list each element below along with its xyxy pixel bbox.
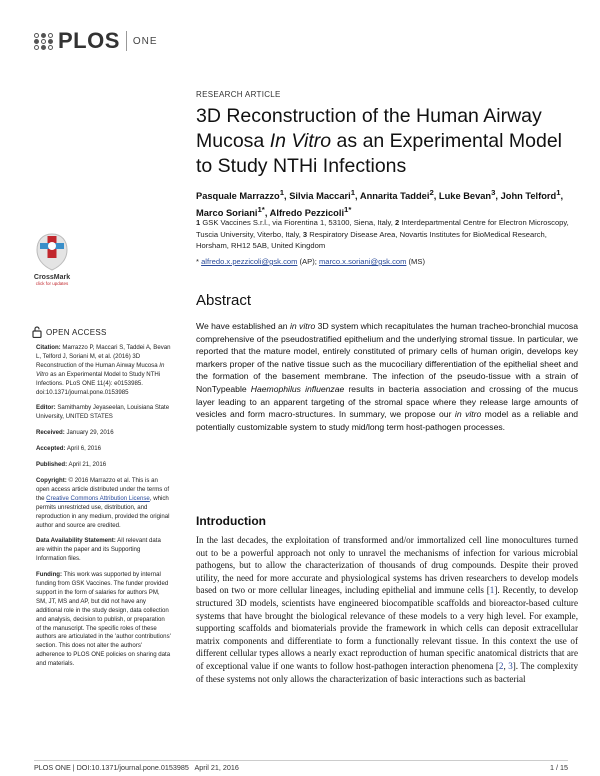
plos-one-logo (34, 26, 158, 56)
email-link-ap[interactable]: alfredo.x.pezzicoli@gsk.com (201, 257, 298, 266)
article-type: RESEARCH ARTICLE (196, 90, 281, 99)
abstract-italic: Haemophilus influenzae (250, 383, 345, 394)
correspondence-text: (MS) (406, 257, 425, 266)
data-availability-block (36, 537, 171, 564)
plos-dots-icon (34, 33, 54, 50)
abstract-italic: in vitro (289, 321, 316, 331)
intro-segment: ]. The complexity of these systems not only allows the characterization of basic interactions such as bacterial (196, 660, 578, 684)
title-part1: 3D Reconstruction of the Human Airway Mucosa (196, 105, 542, 152)
citation-block (36, 344, 171, 397)
author-name[interactable]: Pasquale Marrazzo (196, 191, 280, 202)
crossmark-icon (34, 232, 70, 272)
editor-label: Editor: (36, 404, 56, 412)
footer-divider (34, 760, 568, 761)
author-affiliation-sup: 1 (350, 188, 356, 197)
crossmark-badge[interactable] (30, 232, 74, 286)
received-block (36, 429, 171, 438)
logo-separator (126, 31, 127, 51)
open-access-label: OPEN ACCESS (46, 327, 107, 337)
author-affiliation-sup: 1 (279, 188, 285, 197)
copyright-label: Copyright: (36, 476, 67, 484)
affiliations (196, 217, 581, 252)
data-availability-text: All relevant data are within the paper and its Supporting Information files. (36, 537, 161, 563)
article-metadata-sidebar (36, 344, 171, 676)
affiliation-2: Interdepartmental Centre for Electron Microscopy, Tuscia University, Viterbo, Italy, (196, 218, 569, 239)
published-block (36, 461, 171, 470)
abstract-text (196, 320, 578, 433)
received-date: January 29, 2016 (64, 429, 114, 437)
logo-plos-text: PLOS (58, 28, 120, 53)
open-access-badge (32, 326, 107, 338)
open-lock-icon (32, 326, 42, 338)
abstract-segment: model as a reliable and potentially customizable system to study mid/long term host-pathogen processes. (196, 409, 579, 432)
author-name[interactable]: Silvia Maccari (289, 191, 351, 202)
title-part2: as an Experimental Model to Study NTHi Infections (196, 130, 563, 177)
license-link[interactable]: Creative Commons Attribution License (46, 494, 150, 502)
accepted-date: April 6, 2016 (65, 445, 102, 453)
crossmark-label: CrossMark (33, 274, 71, 281)
abstract-segment: results in bacteria association and crossing of the mucus layer leading to an apparent targeting of the stromal space where they release large amounts of vesicles and form macro-structures. In summary, we propose our (196, 383, 578, 420)
published-date: April 21, 2016 (67, 461, 107, 469)
affiliation-number: 1 (196, 218, 201, 227)
author-name[interactable]: Alfredo Pezzicoli (269, 208, 345, 219)
author-name[interactable]: Luke Bevan (438, 191, 492, 202)
footer-citation: PLOS ONE | DOI:10.1371/journal.pone.0153985 April 21, 2016 (34, 763, 239, 772)
copyright-block (36, 477, 171, 530)
received-label: Received: (36, 429, 65, 437)
author-affiliation-sup: 3 (491, 188, 496, 197)
affiliation-3: Respiratory Disease Area, Novartis Institutes for BioMedical Research, Horsham, RH12 5AB, United Kingdom (196, 229, 547, 250)
author-affiliation-sup: 2 (429, 188, 434, 197)
introduction-heading: Introduction (196, 514, 266, 528)
affiliation-1: GSK Vaccines S.r.l., via Fiorentina 1, 53100, Siena, Italy, (200, 218, 395, 227)
affiliation-number: 3 (302, 229, 308, 239)
editor-block (36, 404, 171, 422)
page-number: 1 / 15 (550, 763, 568, 772)
citation-text: Marrazzo P, Maccari S, Taddei A, Bevan L, Telford J, Soriani M, et al. (2016) 3D Reconstruction of the Human Airway Mucosa (36, 344, 171, 369)
author-affiliation-sup: 1 (556, 188, 561, 197)
correspondence (196, 257, 576, 266)
reference-link-1[interactable]: 1 (489, 585, 495, 596)
author-name[interactable]: Marco Soriani (196, 208, 258, 219)
reference-link-2[interactable]: 2 (498, 660, 504, 671)
abstract-italic: in vitro (454, 409, 482, 420)
author-affiliation-sup: 1* (344, 205, 352, 215)
author-name[interactable]: John Telford (500, 191, 557, 202)
crossmark-sub: click for updates (35, 281, 69, 286)
intro-segment: In the last decades, the exploitation of transformed and/or immortalized cell line monocultures turned out to be a powerful approach not only to unravel the mechanisms of infection for various microbial pathogens, but to allow the characterization of thousands of drug compounds. Despite their proved utility, the need for more accurate and physiological systems has driven researchers to develop models based on two or more cellular lineages, including epithelial and immune cells [ (196, 535, 578, 596)
introduction-text (196, 534, 578, 685)
author-list: Pasquale Marrazzo$^1$, Silvia Maccari$^1$, Annarita Taddei$^2$, Luke Bevan$^3$, John Telford$^1$, Marco Soriani$^{1*}$, Alfredo Pezzicoli$^{1*}$ (196, 188, 564, 219)
author-affiliation-sup: 1* (257, 205, 265, 215)
intro-segment: , (503, 660, 509, 671)
correspondence-star: * (196, 257, 202, 266)
accepted-block (36, 445, 171, 454)
logo-journal-text: ONE (132, 35, 158, 47)
copyright-text: , which permits unrestricted use, distribution, and reproduction in any medium, provided the original author and source are credited. (36, 494, 170, 529)
reference-link-3[interactable]: 3 (508, 660, 513, 671)
funding-label: Funding: (36, 571, 63, 579)
citation-label: Citation: (36, 344, 61, 351)
published-label: Published: (36, 461, 68, 469)
editor-text: Samithamby Jeyaseelan, Louisiana State University, UNITED STATES (36, 404, 170, 421)
article-title (196, 104, 576, 179)
abstract-segment: 3D system which recapitulates the human tracheo-bronchial mucosa comprehensive of the pseudostratified epithelium and the underlying stromal tissue. In particular, we reported that the mature model, entirely constituted of primary cells of human origin, develops key markers proper of the native tissue such as the mucociliary differentiation of the epithelial sheet and the formation of the basement membrane. The infection of the pseudo-tissue with a strain of NonTypeable (196, 321, 578, 394)
data-availability-label: Data Availability Statement: (36, 537, 116, 545)
affiliation-number: 2 (394, 218, 400, 227)
abstract-segment: We have established an (196, 321, 290, 331)
abstract-heading: Abstract (196, 292, 252, 309)
intro-segment: ]. Recently, to develop structured 3D models, scientists have engineered biocompatible scaffolds and bioreactor-based culture systems that have brought the biological relevance of these models to a very high level. For example, supporting scaffolds and biomaterials provide the framework in which cells can deposit extracellular matrix components and differentiate to form a functionally relevant tissue. In this context the use of different cellular types allows a nearly exact reproduction of human specific anatomical districts that are of exceptional value if one wants to follow host-pathogen interaction phenomena [ (196, 585, 578, 671)
citation-text: as an Experimental Model to Study NTHi Infections. PLoS ONE 11(4): e0153985. doi:10.1371/journal.pone.0153985 (36, 370, 161, 396)
correspondence-text: (AP); (297, 257, 319, 266)
accepted-label: Accepted: (36, 445, 66, 453)
title-italic: In Vitro (269, 130, 332, 152)
funding-text: This work was supported by internal funding from GSK Vaccines. The funder provided support in the form of salaries for authors PM, SM, JT, MS and AP, but did not have any additional role in the study design, data collection and analysis, decision to publish, or preparation of the manuscript. The specific roles of these authors are articulated in the 'author contributions' section. This does not alter the authors' adherence to PLOS ONE policies on sharing data and materials. (36, 571, 171, 668)
copyright-text: © 2016 Marrazzo et al. This is an open access article distributed under the terms of the (36, 476, 170, 502)
funding-block (36, 571, 171, 669)
citation-italic: In Vitro (36, 361, 165, 378)
author-name[interactable]: Annarita Taddei (359, 191, 430, 202)
email-link-ms[interactable]: marco.x.soriani@gsk.com (318, 257, 407, 266)
